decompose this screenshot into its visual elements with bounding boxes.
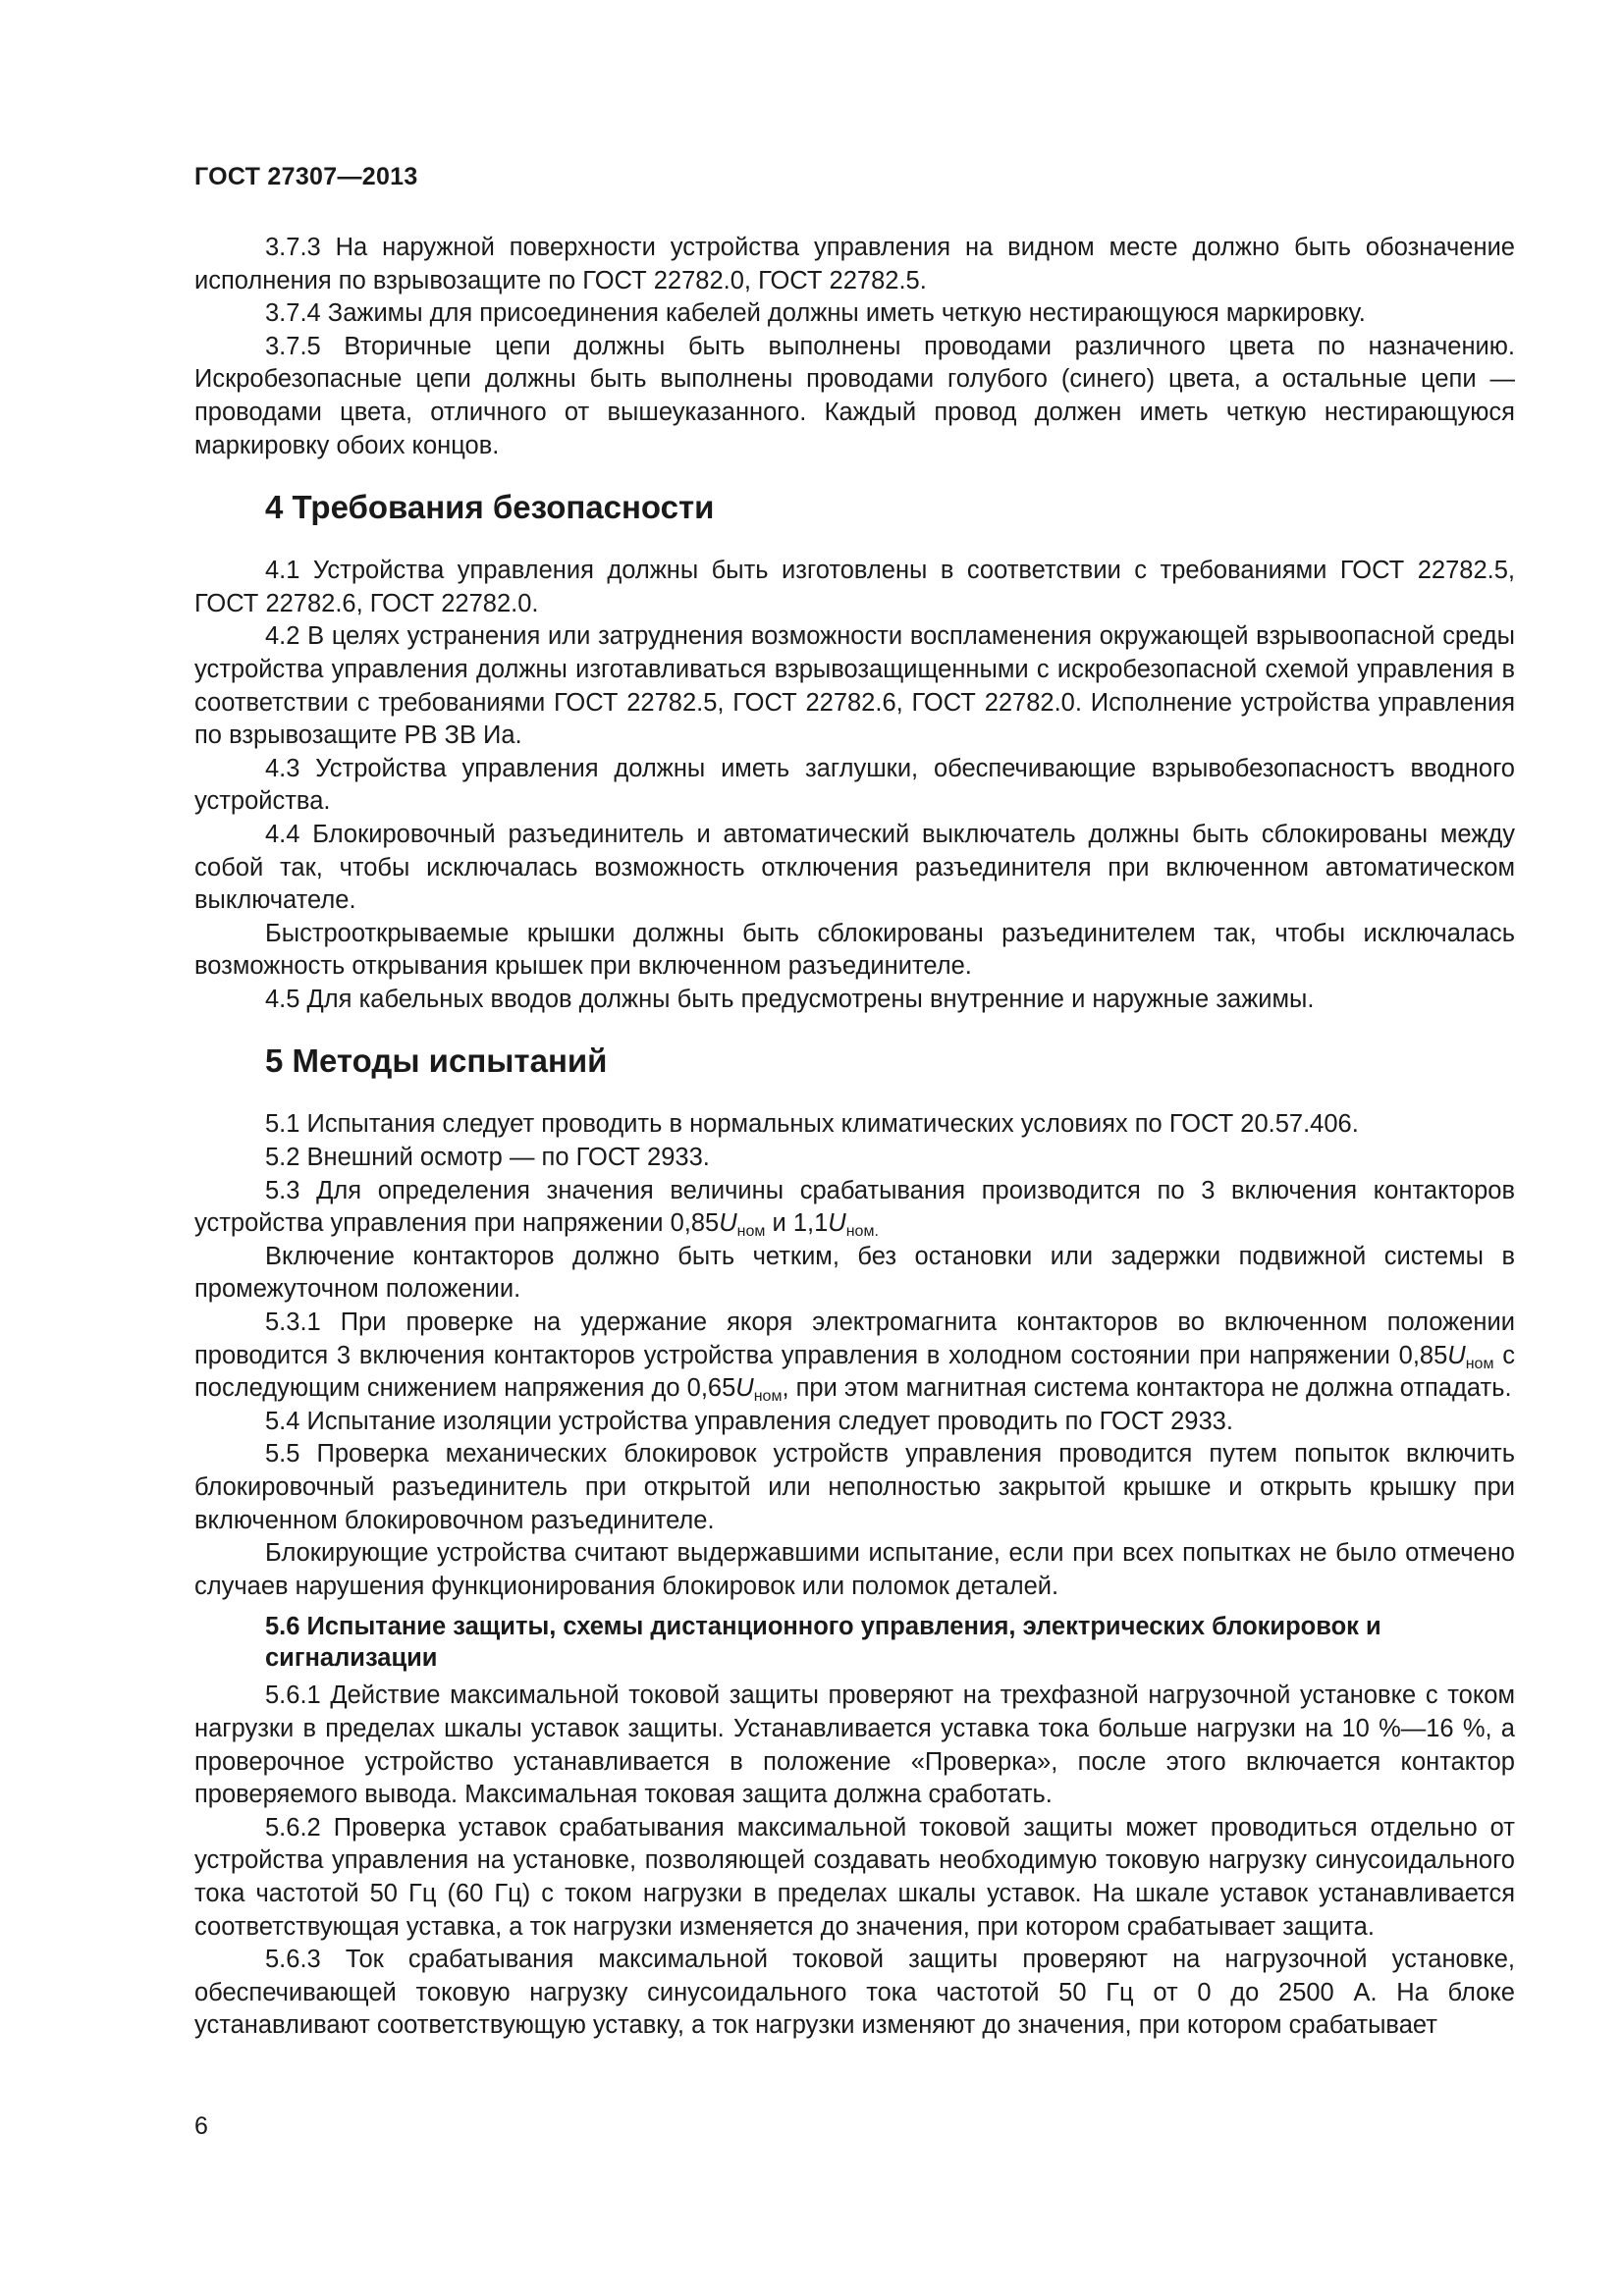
paragraph-4-4: 4.4 Блокировочный разъединитель и автоматический выключатель должны быть сблокированы между собой так, чтобы исключалась возможность отключения разъединителя при включенном автоматическом выключателе.	[194, 820, 1515, 915]
document-header: ГОСТ 27307—2013	[194, 163, 418, 190]
paragraph-3-7-5: 3.7.5 Вторичные цепи должны быть выполнены проводами различного цвета по назначению. Искробезопасные цепи должны быть выполнены проводами голубого (синего) цвета, а остальные цепи — проводами цвета, отличного от вышеуказанного. Каждый провод должен иметь четкую нестирающуюся маркировку обоих концов.	[194, 332, 1515, 459]
paragraph-4-5: 4.5 Для кабельных вводов должны быть предусмотрены внутренние и наружные зажимы.	[265, 985, 1315, 1013]
paragraph-5-4: 5.4 Испытание изоляции устройства управления следует проводить по ГОСТ 2933.	[265, 1407, 1233, 1435]
paragraph-3-7-4: 3.7.4 Зажимы для присоединения кабелей должны иметь четкую нестирающуюся маркировку.	[265, 299, 1366, 328]
paragraph-5-2: 5.2 Внешний осмотр — по ГОСТ 2933.	[265, 1144, 710, 1172]
section-4-heading: 4 Требования безопасности	[265, 489, 715, 526]
subsection-5-6-heading: 5.6 Испытание защиты, схемы дистанционного управления, электрических блокировок и сигнализации	[265, 1613, 1381, 1673]
paragraph-4-1: 4.1 Устройства управления должны быть изготовлены в соответствии с требованиями ГОСТ 22782.5, ГОСТ 22782.6, ГОСТ 22782.0.	[194, 557, 1515, 617]
paragraph-4-2: 4.2 В целях устранения или затруднения возможности воспламенения окружающей взрывоопасной среды устройства управления должны изготавливаться взрывозащищенными с искробезопасной схемой управления в соответствии с требованиями ГОСТ 22782.5, ГОСТ 22782.6, ГОСТ 22782.0. Исполнение устройства управления по взрывозащите РВ ЗВ Иа.	[194, 622, 1515, 750]
section-5-heading: 5 Методы испытаний	[265, 1042, 608, 1080]
paragraph-3-7-3: 3.7.3 На наружной поверхности устройства управления на видном месте должно быть обозначение исполнения по взрывозащите по ГОСТ 22782.0, ГОСТ 22782.5.	[194, 234, 1515, 294]
paragraph-5-5-continued: Блокирующие устройства считают выдержавшими испытание, если при всех попытках не было отмечено случаев нарушения функционирования блокировок или поломок деталей.	[194, 1539, 1515, 1600]
paragraph-5-6-2: 5.6.2 Проверка уставок срабатывания максимальной токовой защиты может проводиться отдельно от устройства управления на установке, позволяющей создавать необходимую токовую нагрузку синусоидального тока частотой 50 Гц (60 Гц) с током нагрузки в пределах шкалы уставок. На шкале уставок устанавливается соответствующая уставка, а ток нагрузки изменяется до значения, при котором срабатывает защита.	[194, 1813, 1515, 1941]
paragraph-5-3: 5.3 Для определения значения величины срабатывания производится по 3 включения контакторов устройства управления при напряжении $0,85U_{ном}$ и $1,1U_{ном.}$	[194, 1176, 1515, 1241]
paragraph-4-3: 4.3 Устройства управления должны иметь заглушки, обеспечивающие взрывобезопасностъ вводного устройства.	[194, 754, 1515, 816]
paragraph-4-4-continued: Быстрооткрываемые крышки должны быть сблокированы разъединителем так, чтобы исключалась возможность открывания крышек при включенном разъединителе.	[194, 919, 1515, 981]
page-body	[194, 232, 1515, 2043]
page-number: 6	[194, 2112, 208, 2140]
paragraph-5-6-3: 5.6.3 Ток срабатывания максимальной токовой защиты проверяют на нагрузочной установке, обеспечивающей токовую нагрузку синусоидального тока частотой 50 Гц от 0 до 2500 А. На блоке устанавливают соответствующую уставку, а ток нагрузки изменяют до значения, при котором срабатывает	[194, 1946, 1515, 2040]
paragraph-5-1: 5.1 Испытания следует проводить в нормальных климатических условиях по ГОСТ 20.57.406.	[265, 1110, 1359, 1139]
paragraph-5-6-1: 5.6.1 Действие максимальной токовой защиты проверяют на трехфазной нагрузочной установке с током нагрузки в пределах шкалы уставок защиты. Устанавливается уставка тока больше нагрузки на 10 %—16 %, а проверочное устройство устанавливается в положение «Проверка», после этого включается контактор проверяемого вывода. Максимальная токовая защита должна сработать.	[194, 1682, 1515, 1809]
paragraph-5-5: 5.5 Проверка механических блокировок устройств управления проводится путем попыток включить блокировочный разъединитель при открытой или неполностью закрытой крышке и открыть крышку при включенном блокировочном разъединителе.	[194, 1440, 1515, 1534]
paragraph-5-3-continued: Включение контакторов должно быть четким, без остановки или задержки подвижной системы в промежуточном положении.	[194, 1242, 1515, 1304]
paragraph-5-3-1: 5.3.1 При проверке на удержание якоря электромагнита контакторов во включенном положении проводится 3 включения контакторов устройства управления в холодном состоянии при напряжении $0,85U_{ном}$ с последующим снижением напряжения до $0,65U_{ном}$, при этом магнитная система контактора не должна отпадать.	[194, 1308, 1515, 1406]
